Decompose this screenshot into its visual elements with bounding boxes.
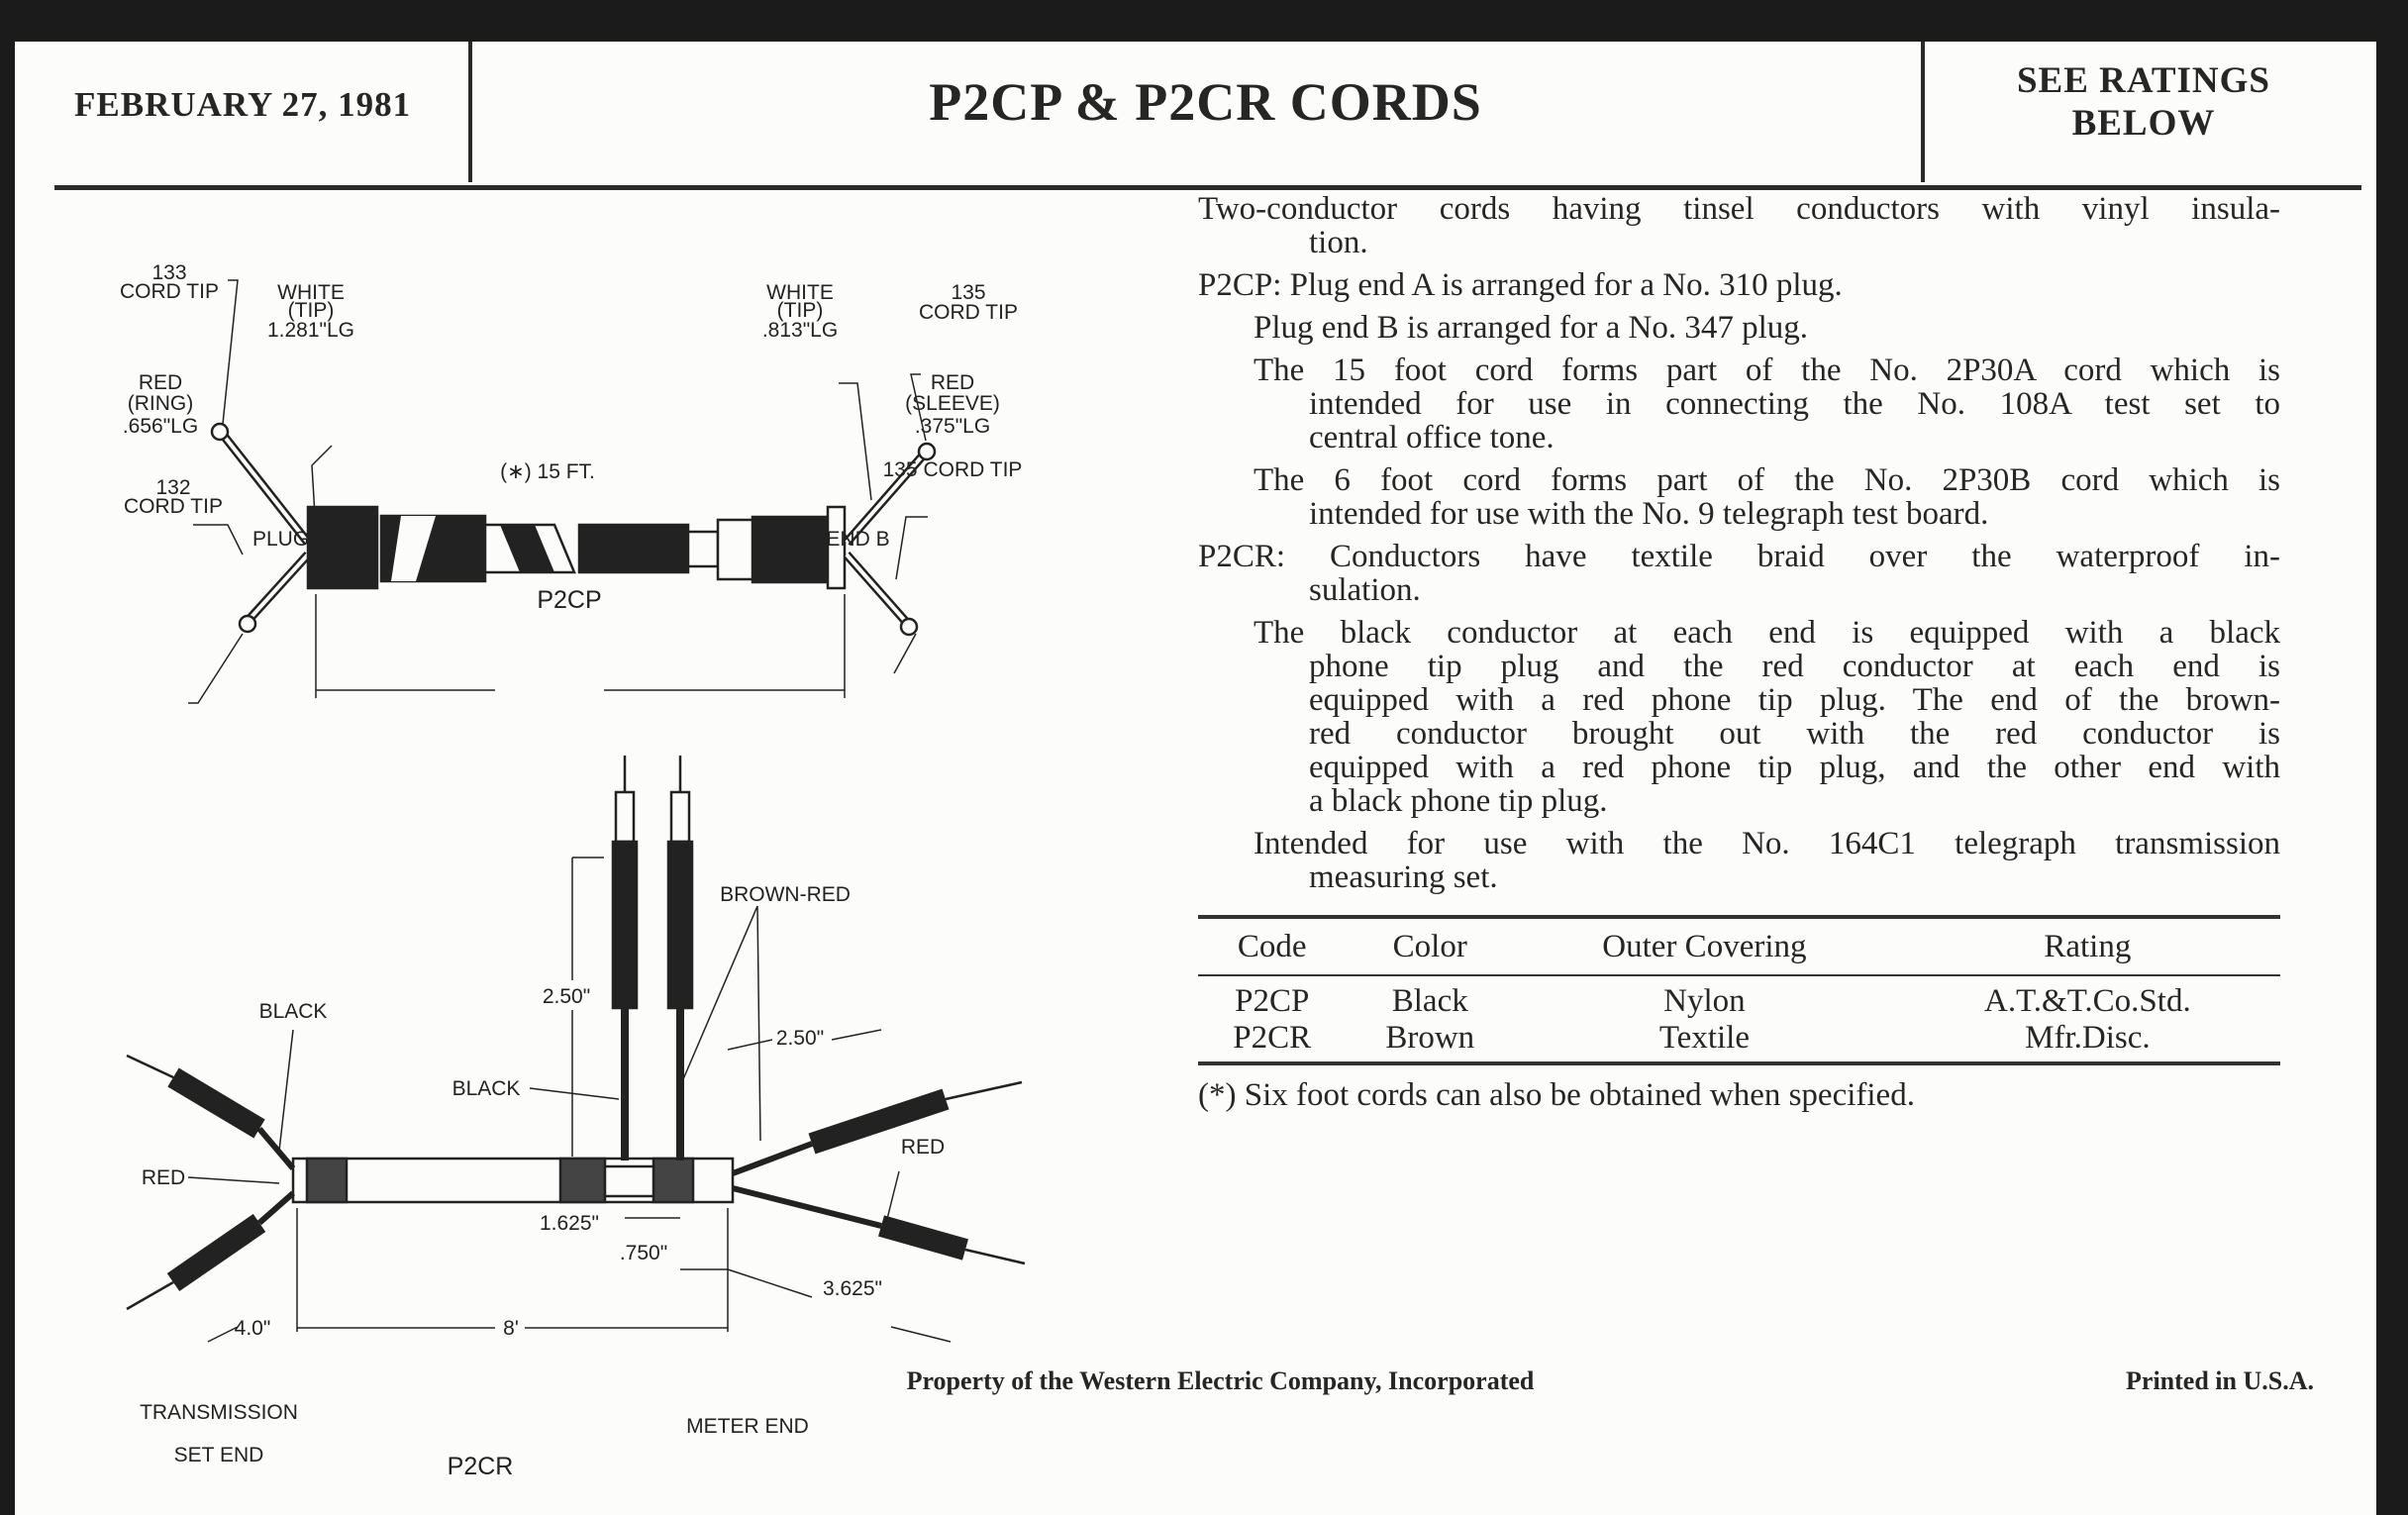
label-132: 132 [155,476,191,499]
description-paragraph [1198,463,2280,531]
table-row [1198,975,2280,1020]
phone-tip-plug [127,1056,293,1168]
description-line: sulation. [1309,572,1421,608]
description-line: The black conductor at each end is equipped with a black [1254,615,2280,651]
label-red-a: RED [138,371,183,394]
description-line: tion. [1309,225,1368,260]
phone-tip-plug [613,756,637,1161]
dim-1625: 1.625" [539,1212,600,1235]
label-brown-red: BROWN-RED [720,883,851,906]
label-white-a: WHITE [277,281,345,304]
cord-tip-icon [212,424,228,440]
label-red-a: .656"LG [122,415,199,438]
description [1198,192,2280,903]
phone-tip-plug [127,1193,293,1309]
table-row [1198,1020,2280,1063]
description-line: central office tone. [1309,420,1555,455]
footer-printed: Printed in U.S.A. [2126,1366,2314,1395]
label-plug-end-a: PLUG END A [251,528,378,551]
label-red-left: RED [141,1166,186,1189]
description-line: equipped with a red phone tip plug. The end of the brown- [1309,682,2280,718]
label-135-bottom: 135 CORD TIP [882,458,1023,481]
label-red-b: .375"LG [914,415,991,438]
cord-tip-icon [240,616,255,632]
label-length: (∗) 15 FT. [500,460,595,483]
description-line: phone tip plug and the red conductor at each end is [1309,649,2280,684]
description-line: Plug end B is arranged for a No. 347 plug. [1254,310,1808,346]
label-white-b: WHITE [766,281,834,304]
description-line: Two-conductor cords having tinsel conductors with vinyl insula- [1198,191,2280,227]
description-paragraph [1198,311,2280,345]
description-line: P2CR: Conductors have textile braid over the waterproof in- [1198,539,2280,574]
column-header-outer-covering: Outer Covering [1514,917,1895,975]
column-header-rating: Rating [1895,917,2280,975]
dim-3625: 3.625" [822,1277,883,1300]
column-header-code: Code [1198,917,1346,975]
label-red-b: RED [930,371,975,394]
cell-code: P2CR [1233,1020,1312,1056]
p2cp-caption: P2CP [537,586,602,614]
issue-date: FEBRUARY 27, 1981 [74,85,412,124]
label-white-a: 1.281"LG [266,319,355,342]
description-paragraph [1198,192,2280,259]
description-line: Intended for use with the No. 164C1 telegraph transmission [1254,826,2280,861]
description-line: The 15 foot cord forms part of the No. 2P30A cord which is [1254,353,2280,388]
cord-tip-icon [901,619,917,635]
dim-250-left: 2.50" [542,985,591,1008]
label-black-mid: BLACK [452,1077,521,1100]
p2cp-labels [120,261,1022,614]
label-white-a: (TIP) [287,299,335,322]
description-paragraph [1198,827,2280,894]
footnote: (*) Six foot cords can also be obtained when specified. [1198,1077,1915,1113]
cell-color: Black [1391,983,1468,1019]
description-paragraph [1198,616,2280,818]
p2cp-diagram [188,280,935,703]
description-paragraph [1198,268,2280,302]
ratings-note-line: BELOW [2071,103,2216,144]
phone-tip-plug [668,756,692,1161]
phone-tip-plug [733,1082,1022,1173]
dim-750: .750" [619,1242,668,1264]
p2cr-diagram [127,756,1025,1342]
cell-color: Brown [1385,1020,1475,1056]
description-paragraph [1198,354,2280,454]
label-plug-end-b: PLUG END B [763,528,890,551]
label-transmission-end: SET END [173,1444,264,1466]
description-line: P2CP: Plug end A is arranged for a No. 310 plug. [1198,267,1843,303]
description-line: red conductor brought out with the red conductor is [1309,716,2280,752]
description-line: intended for use with the No. 9 telegraph test board. [1309,496,1989,532]
description-line: The 6 foot cord forms part of the No. 2P30B cord which is [1254,462,2280,498]
column-header-color: Color [1346,917,1514,975]
label-133: 133 [151,261,187,284]
label-135-top: CORD TIP [919,301,1018,324]
cord-tip-icon [919,444,935,459]
label-black-left: BLACK [258,1000,328,1023]
ratings-note-line: SEE RATINGS [2016,60,2271,101]
ratings-table [1198,915,2280,1065]
label-red-b: (SLEEVE) [905,392,1000,415]
label-red-a: (RING) [127,392,194,415]
description-line: intended for use in connecting the No. 108A test set to [1309,386,2280,422]
description-line: equipped with a red phone tip plug, and the other end with [1309,750,2280,785]
dim-8ft: 8' [503,1317,519,1340]
label-white-b: .813"LG [761,319,839,342]
p2cr-caption: P2CR [447,1453,514,1480]
phone-tip-plug [733,1188,1025,1263]
cell-rating: Mfr.Disc. [2025,1020,2151,1056]
label-white-b: (TIP) [776,299,824,322]
cell-code: P2CP [1235,983,1310,1019]
cell-rating: A.T.&T.Co.Std. [1984,983,2191,1019]
footer-property: Property of the Western Electric Company, Incorporated [906,1366,1535,1395]
page-title: P2CP & P2CR CORDS [929,72,1482,132]
label-133-cord-tip: CORD TIP [120,280,219,303]
cell-outer-covering: Nylon [1663,983,1746,1019]
description-paragraph [1198,540,2280,607]
label-transmission-end: TRANSMISSION [140,1401,298,1424]
dim-4in: 4.0" [234,1317,271,1340]
description-line: measuring set. [1309,859,1498,895]
dim-250-right: 2.50" [775,1027,825,1050]
label-135-top: 135 [951,281,986,304]
label-meter-end: METER END [686,1415,809,1438]
label-132-cord-tip: CORD TIP [124,495,223,518]
cell-outer-covering: Textile [1658,1020,1750,1056]
description-line: a black phone tip plug. [1309,783,1608,819]
label-red-right: RED [900,1136,946,1159]
